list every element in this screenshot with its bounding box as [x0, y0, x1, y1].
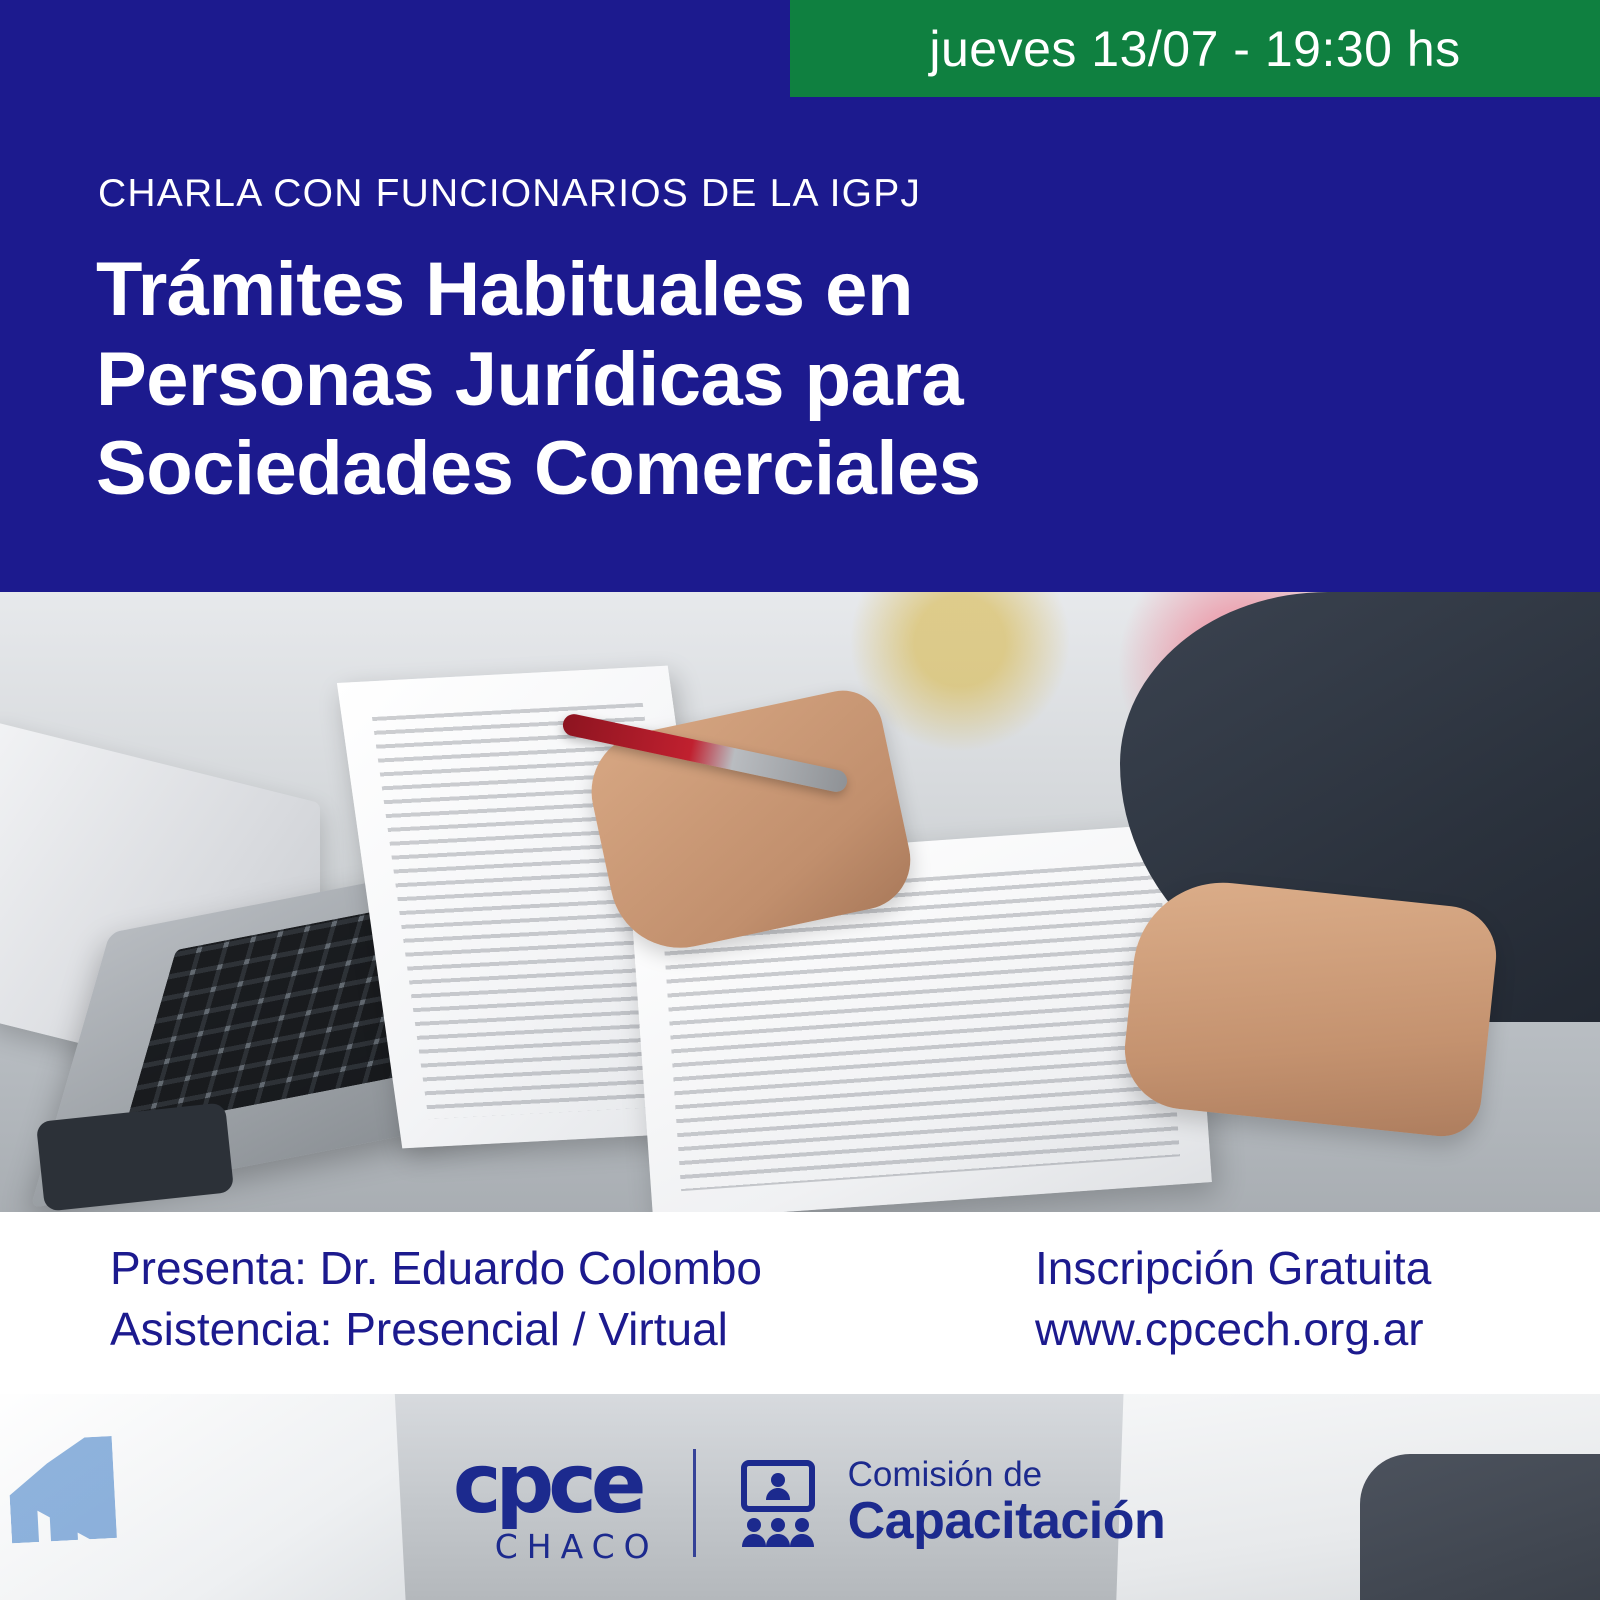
commission-line-2: Capacitación: [847, 1492, 1166, 1551]
presentation-screen-audience-icon: [730, 1455, 826, 1551]
date-badge-label: jueves 13/07 - 19:30 hs: [929, 20, 1461, 77]
logo-divider: [693, 1449, 696, 1557]
cpce-chaco-label: CHACO: [494, 1526, 659, 1566]
cpce-logo: [435, 1436, 659, 1566]
headline-line-3: Sociedades Comerciales: [96, 426, 981, 512]
cpce-wordmark: cpce: [452, 1436, 641, 1532]
registration-info: [1035, 1238, 1431, 1360]
commission-logo: [730, 1455, 1166, 1551]
footer-logos: [0, 1428, 1600, 1578]
header-band: [0, 0, 1600, 592]
hero-photo: [0, 592, 1600, 1212]
date-badge: [790, 0, 1600, 97]
attendance-line: Asistencia: Presencial / Virtual: [110, 1303, 728, 1356]
commission-line-1: Comisión de: [847, 1455, 1043, 1495]
commission-label: [847, 1455, 1166, 1551]
presenter-info: [110, 1238, 762, 1360]
headline-line-1: Trámites Habituales en: [96, 247, 913, 332]
page-title: [96, 245, 1246, 514]
details-strip: [0, 1212, 1600, 1394]
kicker-text: CHARLA CON FUNCIONARIOS DE LA IGPJ: [98, 172, 922, 215]
presenter-line: Presenta: Dr. Eduardo Colombo: [110, 1242, 763, 1294]
hand-resting: [1119, 874, 1501, 1140]
registration-line: Inscripción Gratuita: [1035, 1242, 1432, 1294]
website-link[interactable]: www.cpcech.org.ar: [1035, 1303, 1424, 1356]
headline-line-2: Personas Jurídicas para: [96, 336, 964, 422]
